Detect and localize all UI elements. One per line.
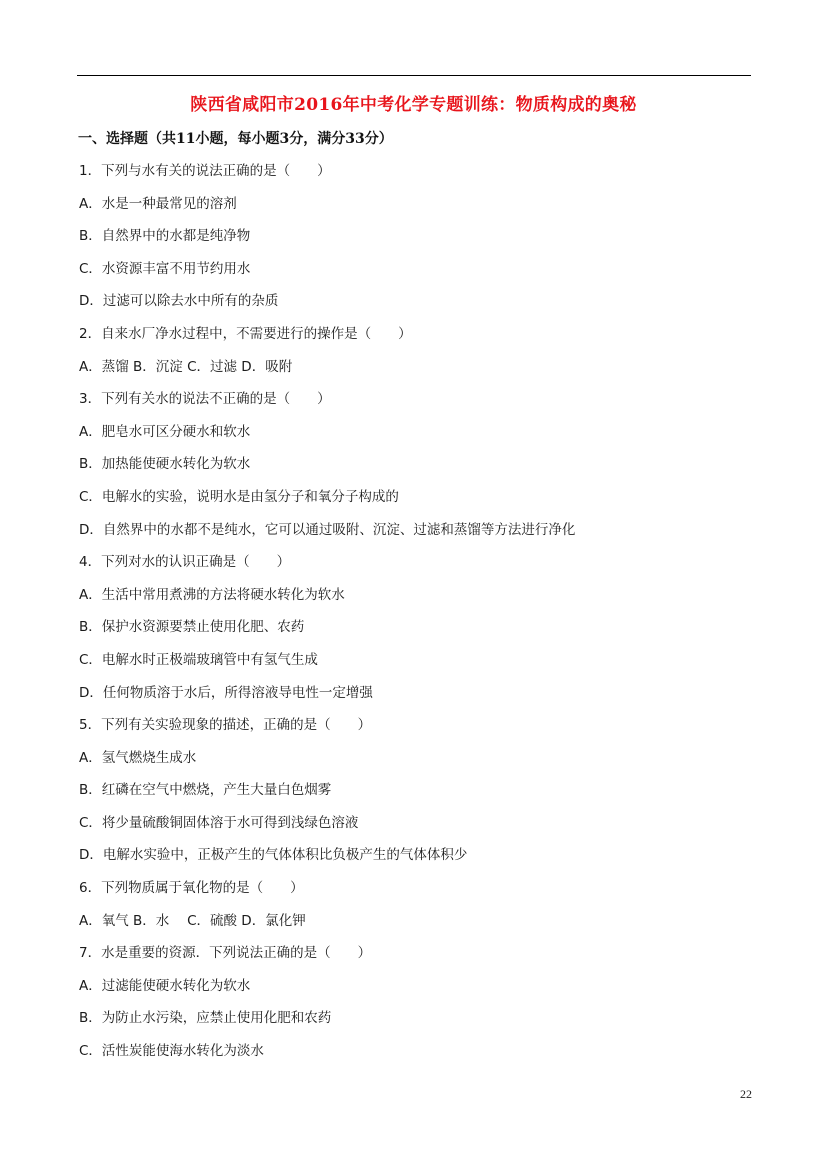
text-line: B．红磷在空气中燃烧，产生大量白色烟雾 <box>79 782 332 799</box>
text-line: C．电解水的实验，说明水是由氢分子和氧分子构成的 <box>79 488 399 505</box>
text-line: B．为防止水污染，应禁止使用化肥和农药 <box>79 1010 332 1027</box>
text-line: 7．水是重要的资源．下列说法正确的是（ ） <box>79 945 372 962</box>
text-line: B．自然界中的水都是纯净物 <box>79 228 251 245</box>
text-line: B．加热能使硬水转化为软水 <box>79 456 251 473</box>
text-line: A．氧气 B．水 C．硫酸 D．氯化钾 <box>79 912 306 929</box>
text-line: A．肥皂水可区分硬水和软水 <box>79 423 251 440</box>
text-line: C．活性炭能使海水转化为淡水 <box>79 1043 264 1060</box>
text-line: 3．下列有关水的说法不正确的是（ ） <box>79 391 331 408</box>
page-number: 22 <box>740 1087 752 1101</box>
question-list <box>79 157 751 1070</box>
text-line: 2．自来水厂净水过程中，不需要进行的操作是（ ） <box>79 325 412 342</box>
document-title: 陕西省咸阳市2016年中考化学专题训练：物质构成的奥秘 <box>190 95 637 115</box>
text-line: D．自然界中的水都不是纯水，它可以通过吸附、沉淀、过滤和蒸馏等方法进行净化 <box>79 521 576 538</box>
text-line: A．过滤能使硬水转化为软水 <box>79 977 251 994</box>
text-line: 6．下列物质属于氧化物的是（ ） <box>79 880 304 897</box>
text-line: 4．下列对水的认识正确是（ ） <box>79 554 291 571</box>
text-line: B．保护水资源要禁止使用化肥、农药 <box>79 619 305 636</box>
text-line: A．蒸馏 B．沉淀 C．过滤 D．吸附 <box>79 358 293 375</box>
text-line: D．电解水实验中，正极产生的气体体积比负极产生的气体体积少 <box>79 847 468 864</box>
text-line: A．水是一种最常见的溶剂 <box>79 195 237 212</box>
header-rule <box>77 75 751 76</box>
text-line: C．电解水时正极端玻璃管中有氢气生成 <box>79 651 318 668</box>
text-line: 1．下列与水有关的说法正确的是（ ） <box>79 163 331 179</box>
section-heading: 一、选择题（共11小题，每小题3分，满分33分） <box>78 131 393 147</box>
text-line: D．过滤可以除去水中所有的杂质 <box>79 293 279 310</box>
text-line: C．将少量硫酸铜固体溶于水可得到浅绿色溶液 <box>79 814 359 831</box>
text-line: C．水资源丰富不用节约用水 <box>79 260 251 277</box>
text-line: D．任何物质溶于水后，所得溶液导电性一定增强 <box>79 684 373 701</box>
text-line: 5．下列有关实验现象的描述，正确的是（ ） <box>79 717 372 734</box>
text-line: A．生活中常用煮沸的方法将硬水转化为软水 <box>79 586 345 603</box>
text-line: A．氢气燃烧生成水 <box>79 749 197 766</box>
